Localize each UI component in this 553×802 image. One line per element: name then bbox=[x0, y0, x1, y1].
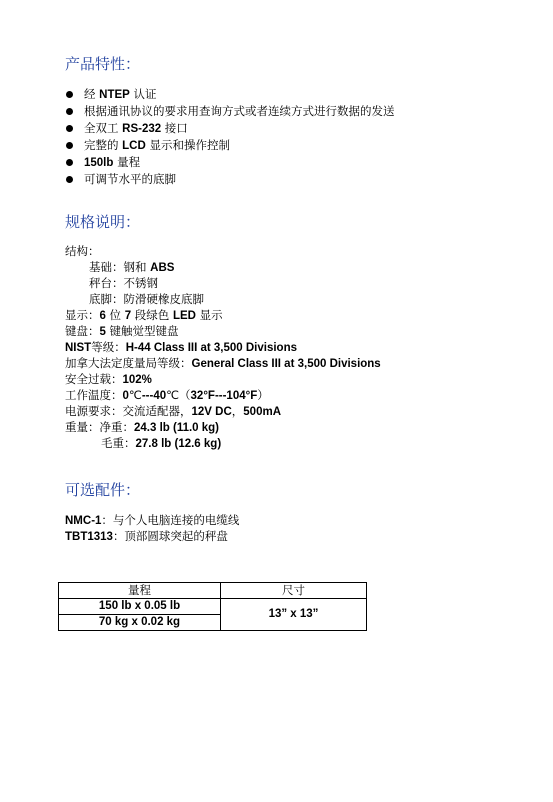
spec-keypad bbox=[65, 323, 179, 339]
feature-text: 全双工 bbox=[84, 121, 123, 135]
section-title-specs: 规格说明： bbox=[65, 213, 141, 231]
feature-text: 量程 bbox=[113, 155, 141, 169]
bullet-icon bbox=[66, 125, 73, 132]
capacity-cell: 70 kg x 0.02 kg bbox=[59, 615, 221, 631]
feature-item bbox=[64, 154, 395, 171]
option-item bbox=[65, 528, 228, 545]
spec-power bbox=[65, 403, 281, 419]
feature-item bbox=[64, 103, 395, 120]
spec-bold: 0 bbox=[122, 390, 129, 402]
spec-bold: 5 bbox=[99, 326, 106, 338]
spec-text: 段绿色 bbox=[131, 308, 173, 322]
spec-bold: H-44 Class III at 3,500 Divisions bbox=[125, 342, 298, 354]
spec-text: 重量：净重： bbox=[65, 420, 134, 434]
spec-text: 键触觉型键盘 bbox=[105, 324, 179, 338]
spec-text: 基础：钢和 bbox=[89, 260, 151, 274]
spec-text: 毛重： bbox=[101, 436, 136, 450]
spec-text: ） bbox=[257, 388, 269, 402]
bullet-icon bbox=[66, 176, 73, 183]
bullet-icon bbox=[66, 108, 73, 115]
spec-bold: LED bbox=[172, 310, 196, 322]
bullet-icon bbox=[66, 159, 73, 166]
feature-text: 接口 bbox=[161, 121, 188, 135]
capacity-cell: 150 lb x 0.05 lb bbox=[59, 599, 221, 615]
spec-bold: 12V DC bbox=[191, 406, 232, 418]
spec-text: 安全过载： bbox=[65, 372, 123, 386]
feature-item bbox=[64, 120, 395, 137]
feature-bold: RS-232 bbox=[122, 123, 162, 135]
feature-bold: 150lb bbox=[84, 157, 114, 169]
section-title-features: 产品特性： bbox=[65, 55, 141, 73]
spec-bold: 7 bbox=[124, 310, 132, 322]
bullet-icon bbox=[66, 142, 73, 149]
option-text: ：与个人电脑连接的电缆线 bbox=[101, 513, 240, 527]
spec-bold: 27.8 lb (12.6 kg) bbox=[135, 438, 222, 450]
feature-text: 根据通讯协议的要求用查询方式或者连续方式进行数据的发送 bbox=[84, 104, 395, 118]
feature-item bbox=[64, 137, 395, 154]
size-table bbox=[58, 582, 367, 631]
spec-text: 等级： bbox=[91, 340, 126, 354]
spec-text: ， bbox=[231, 404, 244, 418]
feature-text: 经 bbox=[84, 87, 100, 101]
header-capacity: 量程 bbox=[59, 583, 221, 599]
option-code: NMC-1 bbox=[65, 515, 102, 527]
feature-text: 认证 bbox=[129, 87, 157, 101]
spec-bold: ABS bbox=[150, 262, 175, 274]
spec-net-weight bbox=[65, 419, 219, 435]
section-title-options: 可选配件： bbox=[65, 481, 141, 499]
spec-canada bbox=[65, 355, 381, 371]
spec-text: 位 bbox=[105, 308, 125, 322]
spec-gross-weight bbox=[101, 435, 221, 451]
spec-text: ℃ bbox=[128, 388, 142, 402]
spec-text: 工作温度： bbox=[65, 388, 123, 402]
spec-text: 电源要求：交流适配器， bbox=[65, 404, 192, 418]
spec-nist bbox=[65, 339, 297, 355]
spec-structure-label: 结构： bbox=[65, 244, 100, 258]
table-row bbox=[59, 599, 367, 615]
size-cell: 13” x 13” bbox=[221, 599, 367, 631]
spec-display bbox=[65, 307, 223, 323]
spec-bold: 102% bbox=[122, 374, 152, 386]
feature-bold: LCD bbox=[122, 140, 146, 152]
spec-base bbox=[89, 259, 174, 275]
spec-overload bbox=[65, 371, 152, 387]
spec-platform bbox=[89, 275, 158, 291]
spec-text: 键盘： bbox=[65, 324, 100, 338]
spec-feet bbox=[89, 291, 204, 307]
spec-text: 秤台：不锈钢 bbox=[89, 276, 158, 290]
header-size: 尺寸 bbox=[221, 583, 367, 599]
feature-text: 显示和操作控制 bbox=[145, 138, 230, 152]
spec-text: 显示 bbox=[195, 308, 223, 322]
table-header-row bbox=[59, 583, 367, 599]
spec-bold: NIST bbox=[65, 342, 92, 354]
spec-temperature bbox=[65, 387, 269, 403]
spec-text: 显示： bbox=[65, 308, 100, 322]
spec-bold: 6 bbox=[99, 310, 106, 322]
feature-list bbox=[64, 86, 395, 188]
option-item bbox=[65, 512, 239, 529]
spec-text: ℃（ bbox=[166, 388, 191, 402]
spec-text: 加拿大法定度量局等级： bbox=[65, 356, 192, 370]
option-code: TBT1313 bbox=[65, 531, 113, 543]
bullet-icon bbox=[66, 91, 73, 98]
spec-bold: General Class III at 3,500 Divisions bbox=[191, 358, 381, 370]
feature-text: 完整的 bbox=[84, 138, 123, 152]
feature-text: 可调节水平的底脚 bbox=[84, 172, 176, 186]
feature-item bbox=[64, 86, 395, 103]
feature-item bbox=[64, 171, 395, 188]
spec-bold: ---40 bbox=[141, 390, 167, 402]
spec-bold: 24.3 lb (11.0 kg) bbox=[134, 422, 220, 434]
feature-bold: NTEP bbox=[99, 89, 130, 101]
spec-text: 底脚：防滑硬橡皮底脚 bbox=[89, 292, 204, 306]
spec-bold: 32°F---104°F bbox=[190, 390, 258, 402]
spec-bold: 500mA bbox=[243, 406, 281, 418]
option-text: ：顶部圆球突起的秤盘 bbox=[112, 529, 228, 543]
